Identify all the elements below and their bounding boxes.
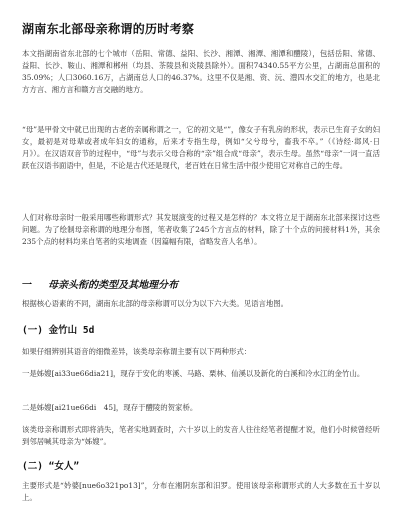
document-title: 湖南东北部母亲称谓的历时考察 [22,22,195,36]
subsection-1-intro: 如果仔细辨别其语音的细微差异，该类母亲称谓主要有以下两种形式： [22,347,252,356]
mu-etymology-paragraph: “母”是甲骨文中就已出现的古老的亲属称谓之一，它的初文是“”，像女子有乳房的形状，表示已生育子女的妇女，最初是对母辈或者成年妇女的通称，后来才专指生母，例如“父兮母兮，畜我不卒。”（《诗经·邶风·日月》）。在汉语双音节的过程中，“母”与表示父母合称的“亲”组合成“母亲”，表示生母。虽然“母亲”一词一直活跃在汉语书面语中，但是，不论是古代还是现代，老百姓在日常生活中很少使用它对称自己的生母。 [22,125,380,170]
subsection-heading-1: (一) 金竹山 5d [22,325,95,336]
intro-paragraph: 本文指湖南省东北部的七个城市（岳阳、常德、益阳、长沙、湘潭、湘潭、湘潭和醴陵），包括岳阳、常德、益阳、长沙、鞍山、湘潭和郴州（均县、茶陵县和炎陵县除外）。面积74340.55平方公里，占湖南总面积的35.09%；人口3060.16万，占湖南总人口的46.37%。这里不仅是湘、资、沅、澧四水交汇的地方，也是北方方言、湘方言和赣方言交融的地方。 [22,49,380,94]
section-number: 一 [22,280,32,291]
research-question-paragraph: 人们对称母亲时一般采用哪些称谓形式？其发展演变的过程又是怎样的？本文将立足于湖南东北部来探讨这些问题。为了绘制母亲称谓的地理分布图，笔者收集了245个方言点的材料，除了十个点的问接材料1外，其余235个点的材料均来自笔者的实地调查（因篇幅有限，省略发音人名单）。 [22,213,380,246]
subsection-1-note: 该类母亲称谓形式即将消失，笔者实地调查时，六十岁以上的发音人往往经笔者提醒才说，他们小时候曾经听到邻居喊其母亲为“姊嫂”。 [22,425,380,446]
section-title: 母亲头衔的类型及其地理分布 [48,280,178,291]
subsection-2-text: 主要形式是“妗婆[nue6o321po13]”，分布在湘阴东部和汨罗。使用该母亲称谓形式的人大多数在五十岁以上。 [22,481,380,502]
form-b-paragraph: 二是姊嫂[ai21ue66di 45]，现存于醴陵的贺家桥。 [22,403,198,412]
form-a-paragraph: 一是姊嫂[ai33ue66dia21]，现存于安化的枣溪、马路、栗林、仙溪以及新化的白溪和冷水江的金竹山。 [22,369,365,378]
subsection-heading-2: (二) “女人” [22,461,80,472]
section-intro: 根据核心语素的不同，湖南东北部的母亲称谓可以分为以下六大类。见语言地图。 [22,299,289,308]
section-heading [22,276,380,291]
